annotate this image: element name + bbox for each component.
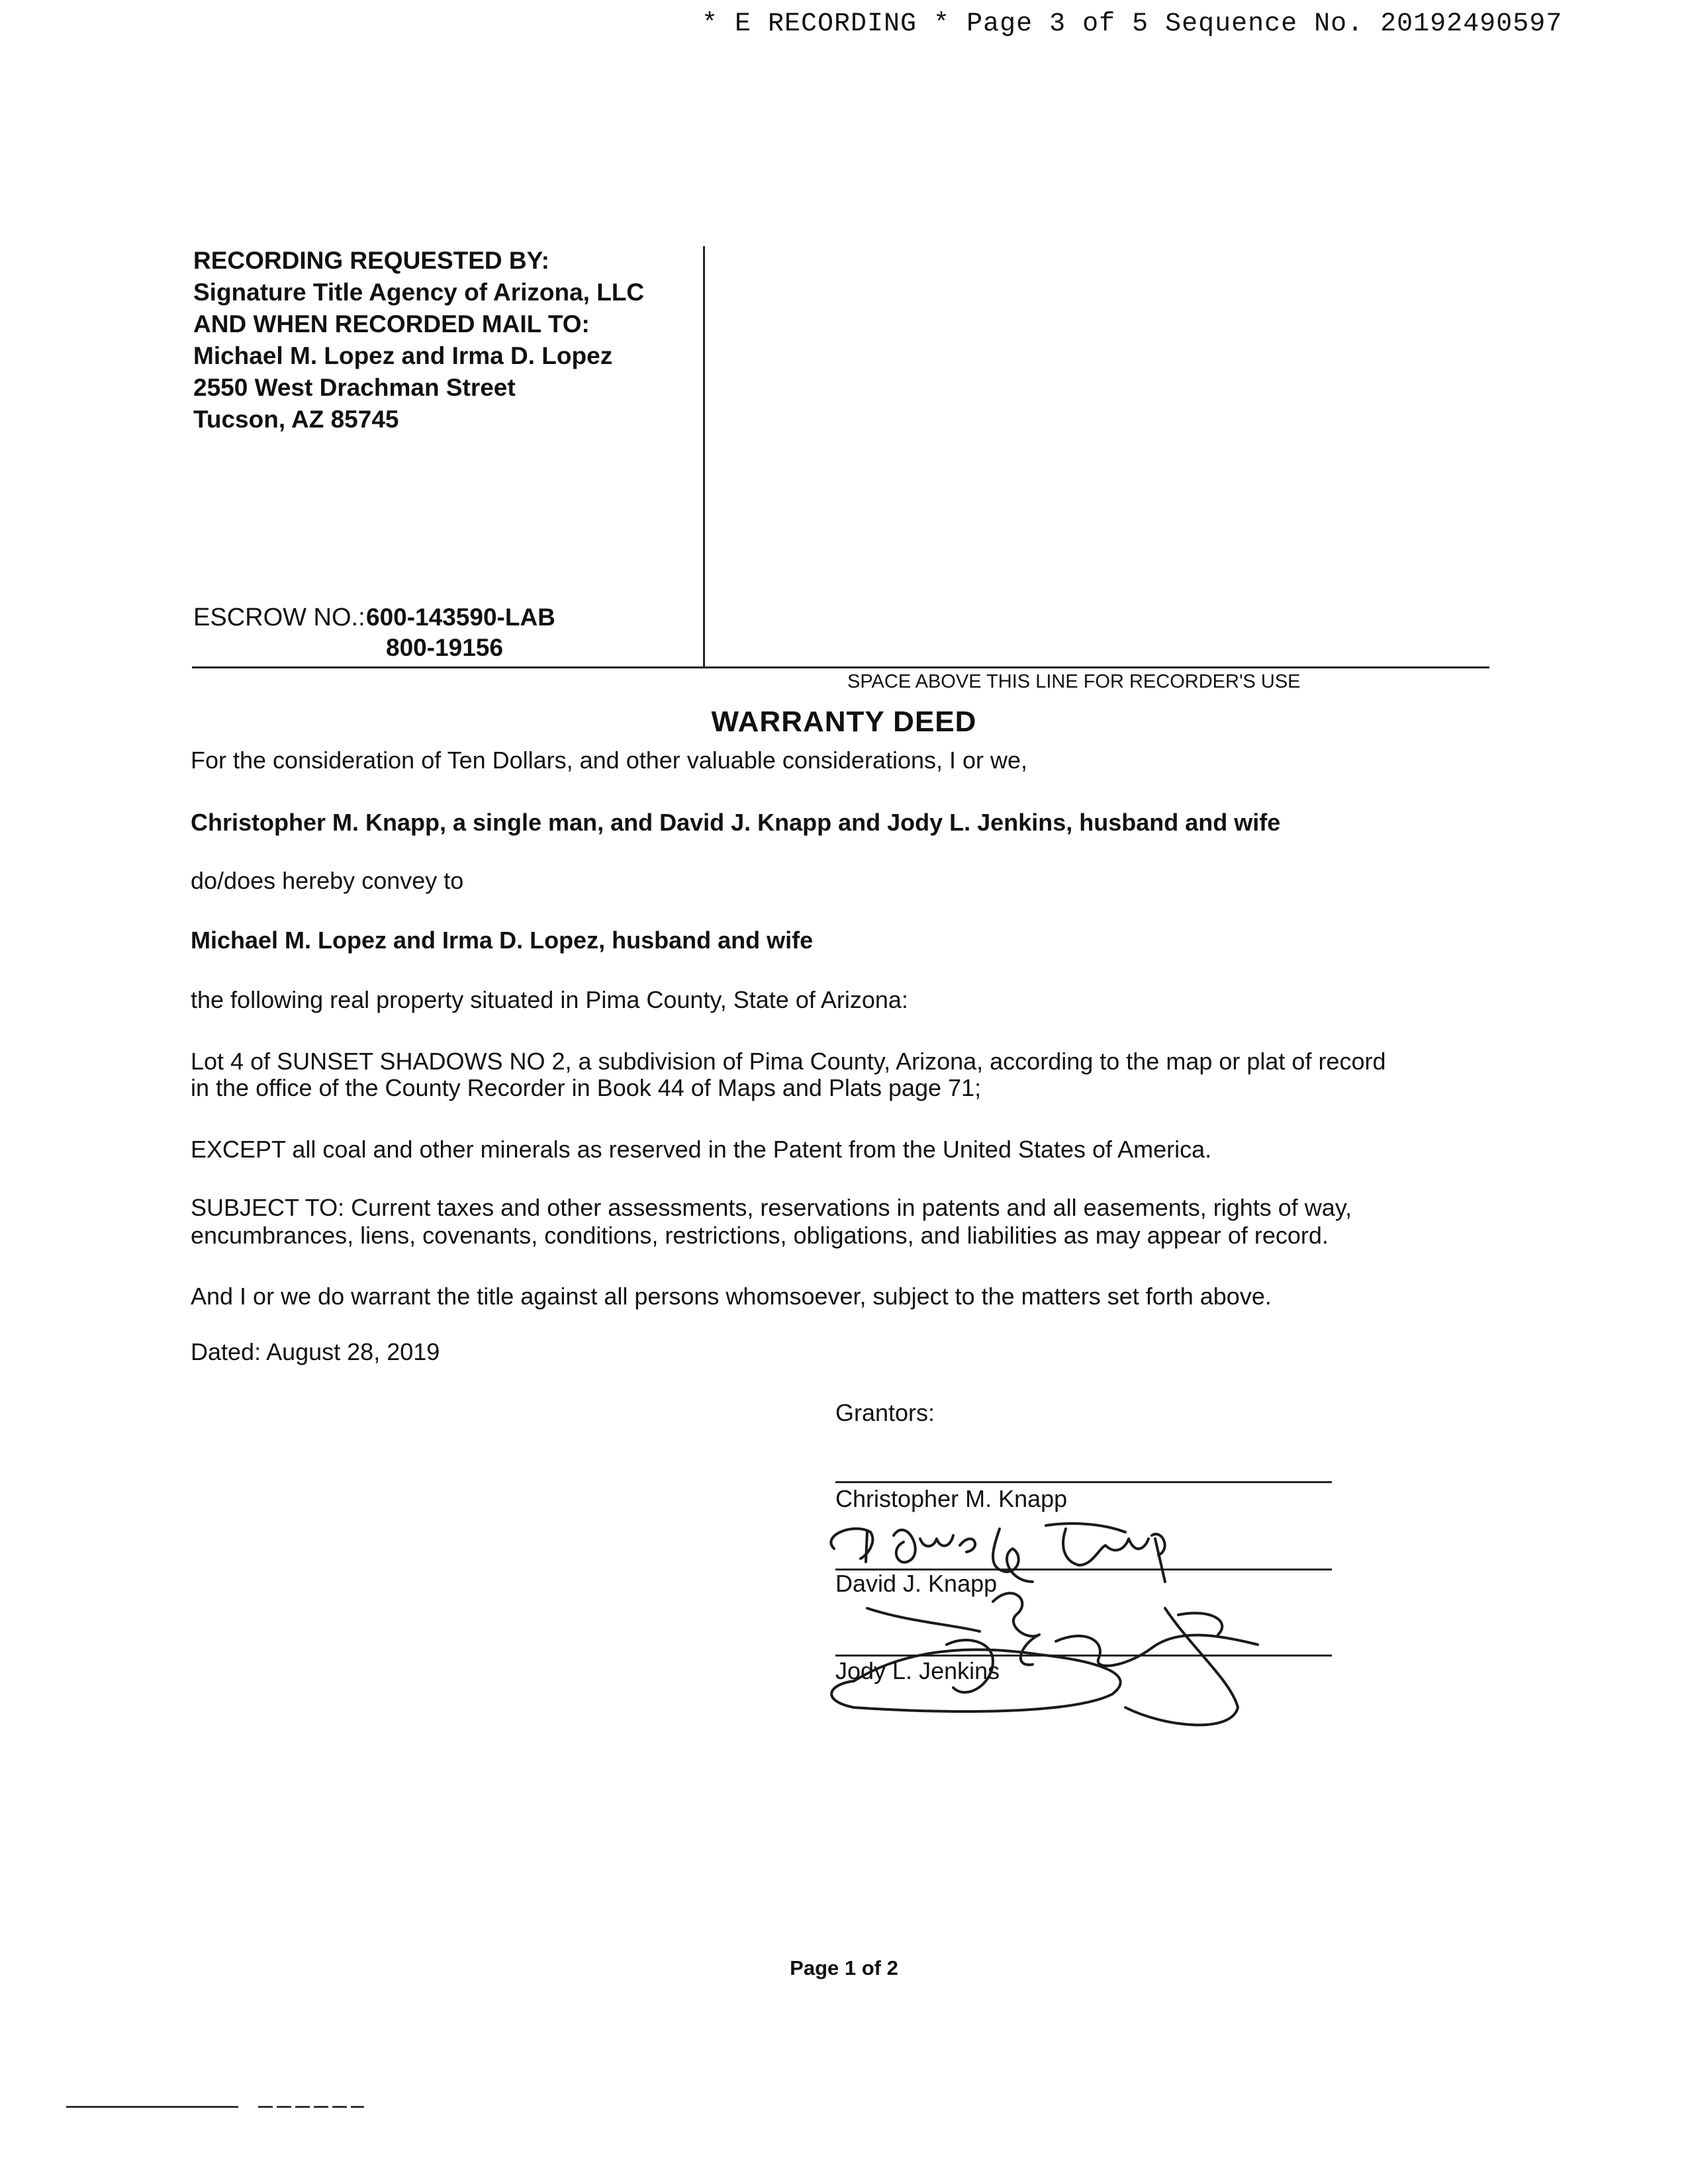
subject-to-clause xyxy=(191,1194,1352,1250)
legal-description-line: in the office of the County Recorder in Book 44 of Maps and Plats page 71; xyxy=(191,1074,982,1101)
property-intro: the following real property situated in Pima County, State of Arizona: xyxy=(191,986,908,1013)
mail-to-city: Tucson, AZ 85745 xyxy=(193,406,399,433)
deed-title: WARRANTY DEED xyxy=(711,705,977,738)
mineral-exception: EXCEPT all coal and other minerals as reserved in the Patent from the United States of America. xyxy=(191,1136,1212,1163)
consideration-clause: For the consideration of Ten Dollars, and other valuable considerations, I or we, xyxy=(191,747,1028,774)
recording-requested-by-label: RECORDING REQUESTED BY: xyxy=(193,247,549,274)
recorder-space-rule xyxy=(192,666,1489,668)
title-agency-name: Signature Title Agency of Arizona, LLC xyxy=(193,279,645,306)
legal-description xyxy=(191,1048,1385,1101)
grantees-names: Michael M. Lopez and Irma D. Lopez, husband and wife xyxy=(191,927,814,954)
warranty-clause: And I or we do warrant the title against all persons whomsoever, subject to the matters set forth above. xyxy=(191,1283,1272,1310)
signer-name-david: David J. Knapp xyxy=(835,1570,998,1597)
recorder-box-divider xyxy=(703,246,705,667)
recording-requested-block xyxy=(193,245,696,435)
page-footer: Page 1 of 2 xyxy=(790,1956,898,1979)
dated-line: Dated: August 28, 2019 xyxy=(191,1338,440,1365)
signer-name-christopher: Christopher M. Knapp xyxy=(835,1485,1068,1512)
signer-name-jody: Jody L. Jenkins xyxy=(835,1657,1000,1684)
convey-clause: do/does hereby convey to xyxy=(191,867,464,894)
mail-to-names: Michael M. Lopez and Irma D. Lopez xyxy=(193,342,613,369)
grantors-names: Christopher M. Knapp, a single man, and David J. Knapp and Jody L. Jenkins, husband and wife xyxy=(191,809,1281,836)
mail-to-label: AND WHEN RECORDED MAIL TO: xyxy=(193,310,590,338)
subject-to-line: encumbrances, liens, covenants, conditions, restrictions, obligations, and liabilities as may appear of record. xyxy=(191,1222,1329,1249)
escrow-label: ESCROW NO.: xyxy=(193,604,365,631)
footer-dash-decoration xyxy=(66,2106,364,2108)
escrow-number-secondary: 800-19156 xyxy=(386,634,503,661)
escrow-number-primary: 600-143590-LAB xyxy=(366,604,555,631)
mail-to-street: 2550 West Drachman Street xyxy=(193,374,516,401)
signature-stroke-david xyxy=(831,1524,1165,1582)
signature-stroke-jody xyxy=(831,1593,1258,1725)
legal-description-line: Lot 4 of SUNSET SHADOWS NO 2, a subdivision of Pima County, Arizona, according to the map or plat of record xyxy=(191,1048,1386,1075)
handwritten-signatures xyxy=(755,1509,1417,1734)
recorder-use-note: SPACE ABOVE THIS LINE FOR RECORDER'S USE xyxy=(847,671,1301,692)
grantors-label: Grantors: xyxy=(835,1399,935,1426)
signature-line xyxy=(835,1481,1332,1483)
recording-header: * E RECORDING * Page 3 of 5 Sequence No. 20192490597 xyxy=(702,9,1563,39)
subject-to-line: SUBJECT TO: Current taxes and other assessments, reservations in patents and all easements, rights of way, xyxy=(191,1194,1352,1221)
